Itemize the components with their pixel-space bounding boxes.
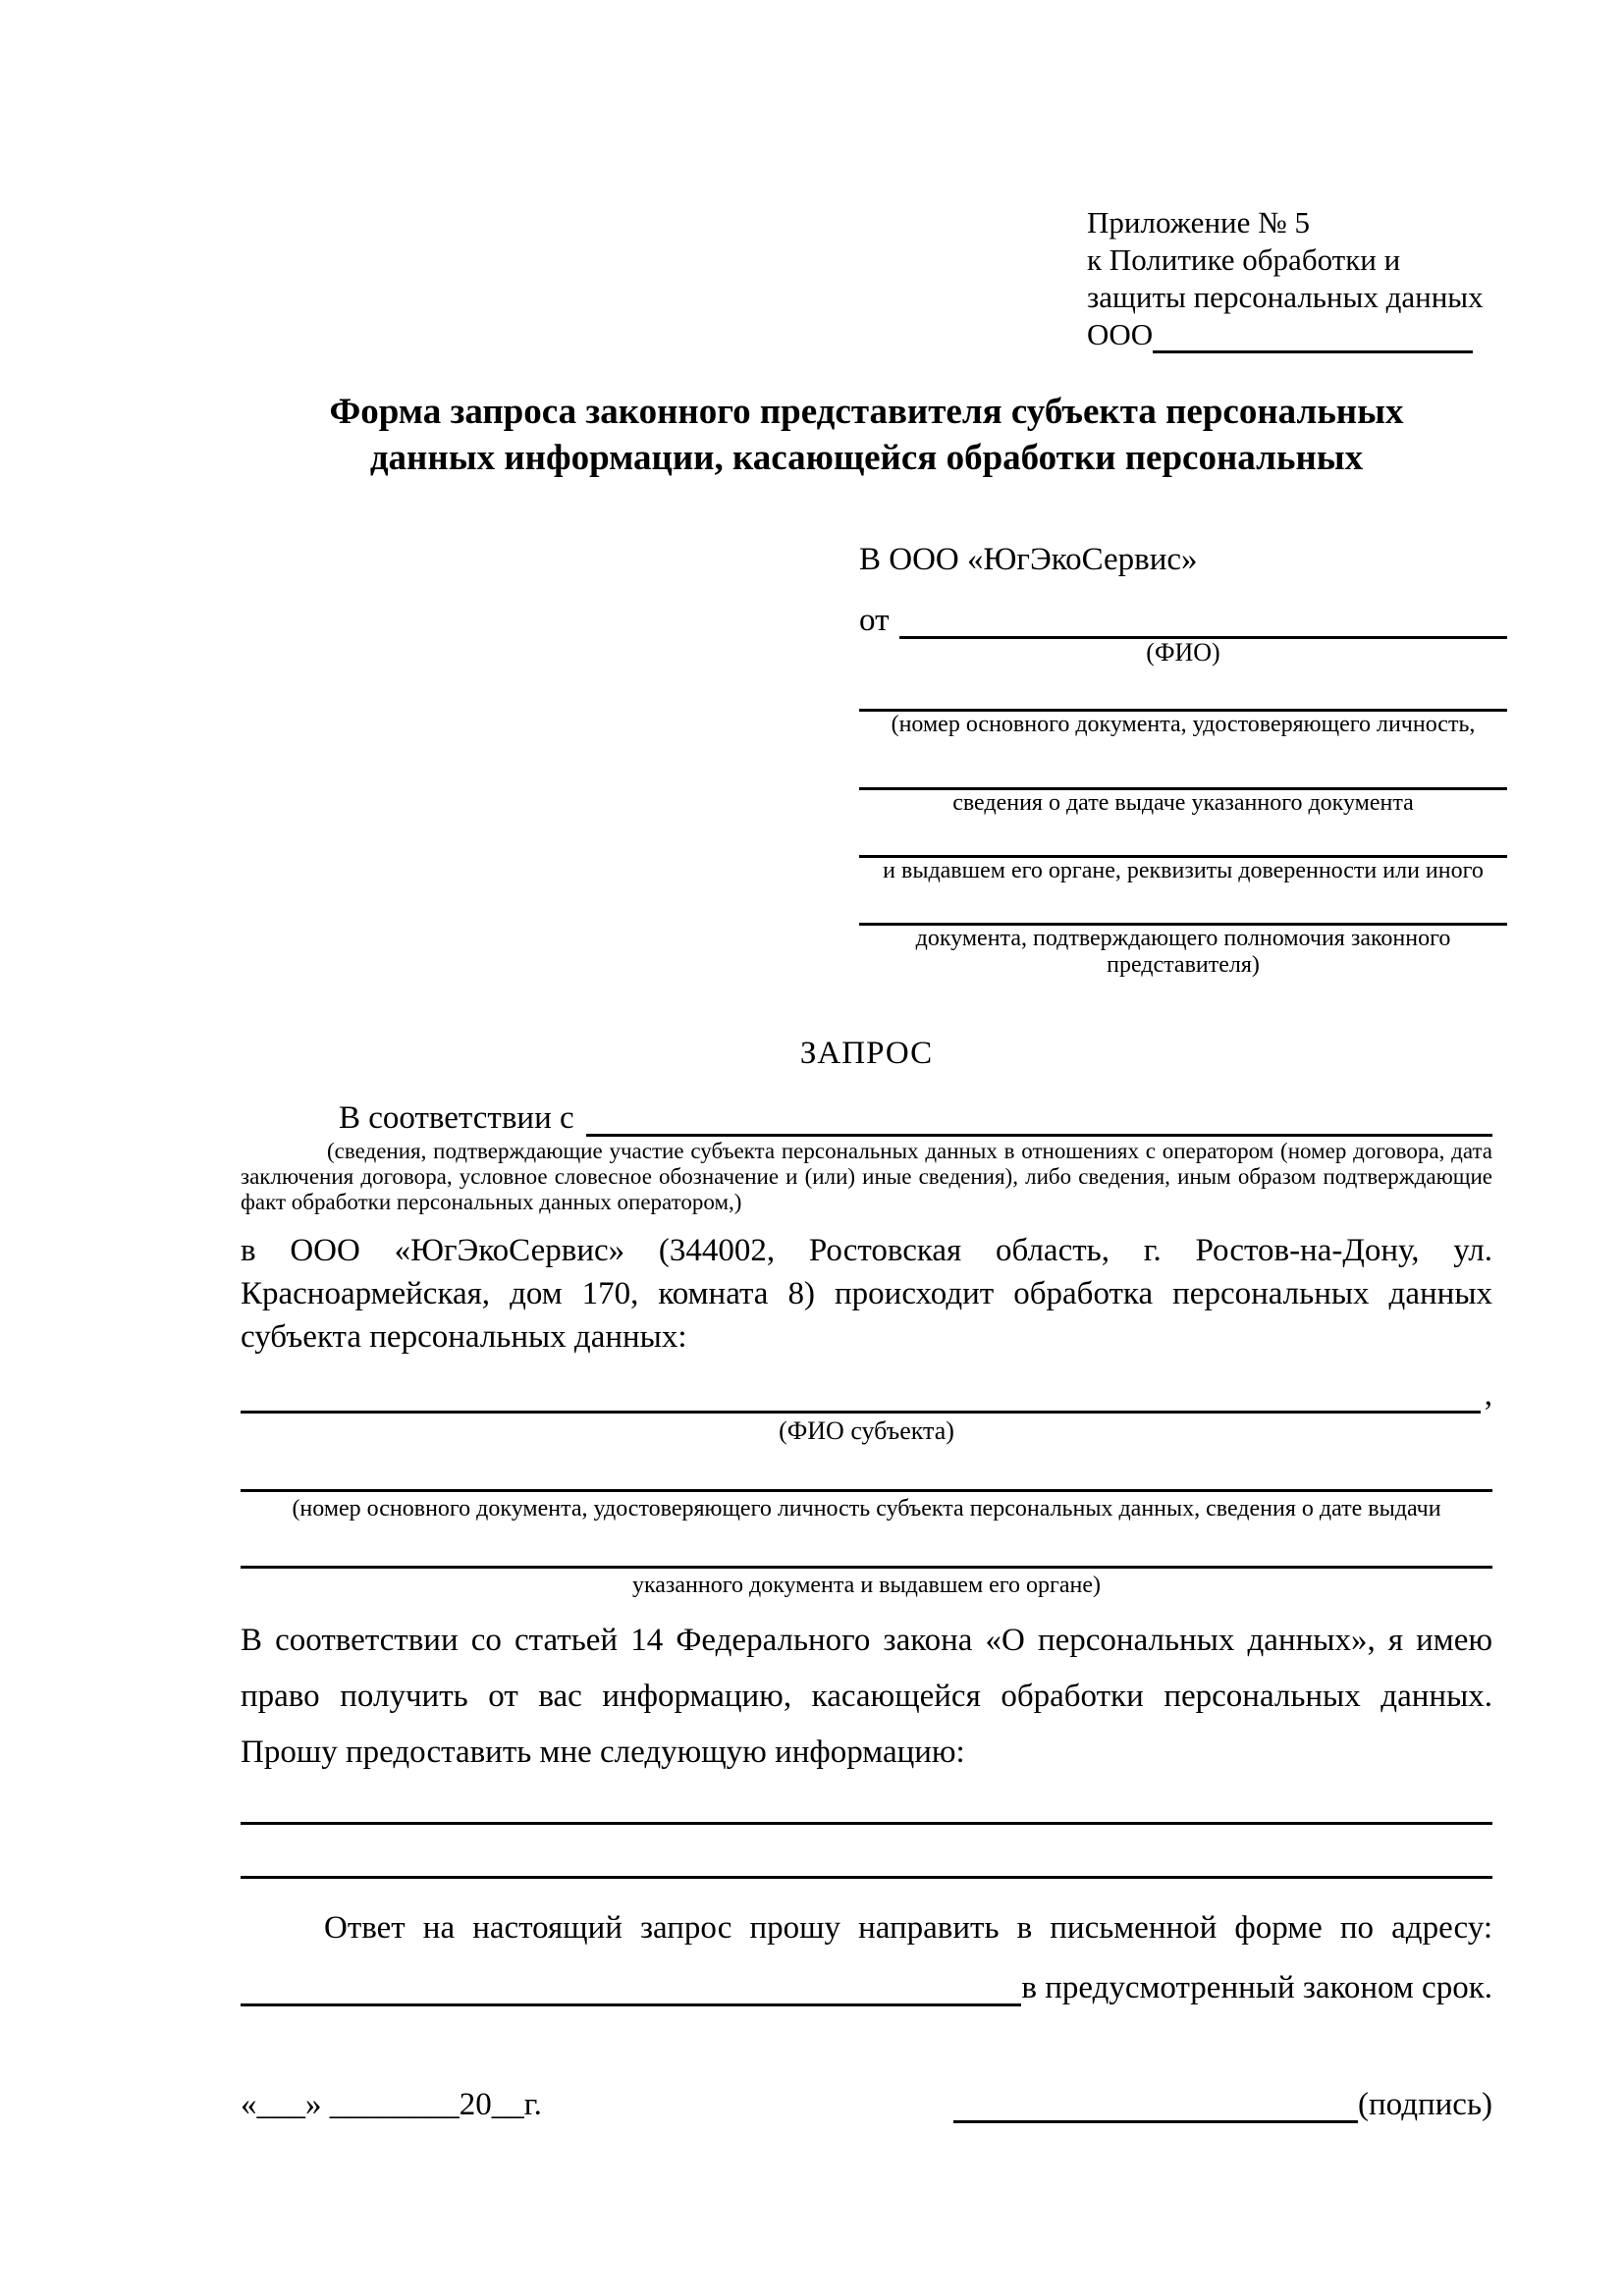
from-row [859, 594, 1507, 639]
request-heading: ЗАПРОС [799, 1036, 934, 1071]
subject-fio-caption: (ФИО субъекта) [779, 1416, 954, 1445]
company-prefix: ООО [1087, 317, 1154, 351]
doc-authority-group [859, 829, 1507, 884]
addressee-block [859, 542, 1507, 979]
subject-doc-caption-1: (номер основного документа, удостоверяющего личность субъекта персональных данных, сведения о дате выдачи [292, 1496, 1441, 1522]
appendix-company-row [1087, 316, 1492, 353]
doc-powers-group [859, 897, 1507, 979]
signature-blank-line [953, 2081, 1358, 2123]
doc-issue-date-group [859, 762, 1507, 817]
doc-powers-caption: документа, подтверждающего полномочия законного представителя) [915, 926, 1451, 978]
doc-number-group [859, 683, 1507, 738]
doc-powers-blank-line [859, 897, 1507, 926]
subject-fio-comma: , [1484, 1377, 1492, 1413]
doc-authority-blank-line [859, 829, 1507, 858]
doc-issue-date-blank-line [859, 762, 1507, 790]
subject-doc-blank-line-2 [241, 1534, 1492, 1569]
reply-address-row [241, 1963, 1492, 2006]
signature-caption: (подпись) [1358, 2087, 1492, 2122]
doc-issue-date-caption: сведения о дате выдаче указанного документа [952, 790, 1414, 816]
addressee-company: В ООО «ЮгЭкоСервис» [859, 542, 1198, 577]
appendix-line-3: защиты персональных данных [1087, 280, 1484, 314]
accordance-fine-print: (сведения, подтверждающие участие субъекта персональных данных в отношениях с оператором (номер договора, дата заключения договора, условное словесное обозначение и (или) иные сведения), либо сведения, иным образом подтверждающие факт обработки персональных данных оператором,) [241, 1139, 1492, 1214]
doc-number-blank-line [859, 683, 1507, 712]
subject-doc-blank-line-1 [241, 1458, 1492, 1492]
reply-paragraph: Ответ на настоящий запрос прошу направить в письменной форме по адресу: [324, 1910, 1492, 1946]
document-title-line-1: Форма запроса законного представителя субъекта персональных [329, 392, 1404, 432]
accordance-label: В соответствии с [339, 1100, 574, 1136]
reply-address-blank-line [241, 1964, 1021, 2006]
company-name-blank-line [1153, 317, 1473, 353]
document-title-line-2: данных информации, касающейся обработки персональных [369, 438, 1364, 478]
subject-doc-caption-2: указанного документа и выдавшем его органе) [631, 1573, 1102, 1598]
info-blank-line-2 [241, 1876, 1492, 1879]
doc-number-caption: (номер основного документа, удостоверяющего личность, [891, 712, 1476, 737]
subject-fio-row [241, 1374, 1492, 1414]
footer-row [241, 2081, 1492, 2123]
document-title [241, 389, 1492, 481]
signature-group [953, 2081, 1492, 2123]
fio-caption: (ФИО) [1146, 638, 1220, 667]
reply-suffix: в предусмотренный законом срок. [1021, 1970, 1492, 2005]
from-label: от [859, 603, 890, 638]
appendix-line-1: Приложение № 5 [1087, 205, 1310, 240]
accordance-row [241, 1092, 1492, 1137]
appendix-block [1087, 204, 1492, 353]
doc-authority-caption: и выдавшем его органе, реквизиты доверенности или иного [883, 858, 1484, 883]
from-fio-blank-line [899, 595, 1508, 639]
law-paragraph: В соответствии со статьей 14 Федерального закона «О персональных данных», я имею право получить от вас информацию, касающейся обработки персональных данных. Прошу предоставить мне следующую информацию: [241, 1623, 1492, 1770]
accordance-blank-line [586, 1093, 1492, 1137]
operator-paragraph: в ООО «ЮгЭкоСервис» (344002, Ростовская область, г. Ростов-на-Дону, ул. Красноармейская, дом 170, комната 8) происходит обработка персональных данных субъекта персональных данных: [241, 1233, 1492, 1355]
appendix-line-2: к Политике обработки и [1087, 242, 1401, 277]
info-blank-line-1 [241, 1822, 1492, 1825]
date-line: «___» ________20__г. [241, 2087, 542, 2122]
subject-fio-blank-line [241, 1375, 1481, 1414]
